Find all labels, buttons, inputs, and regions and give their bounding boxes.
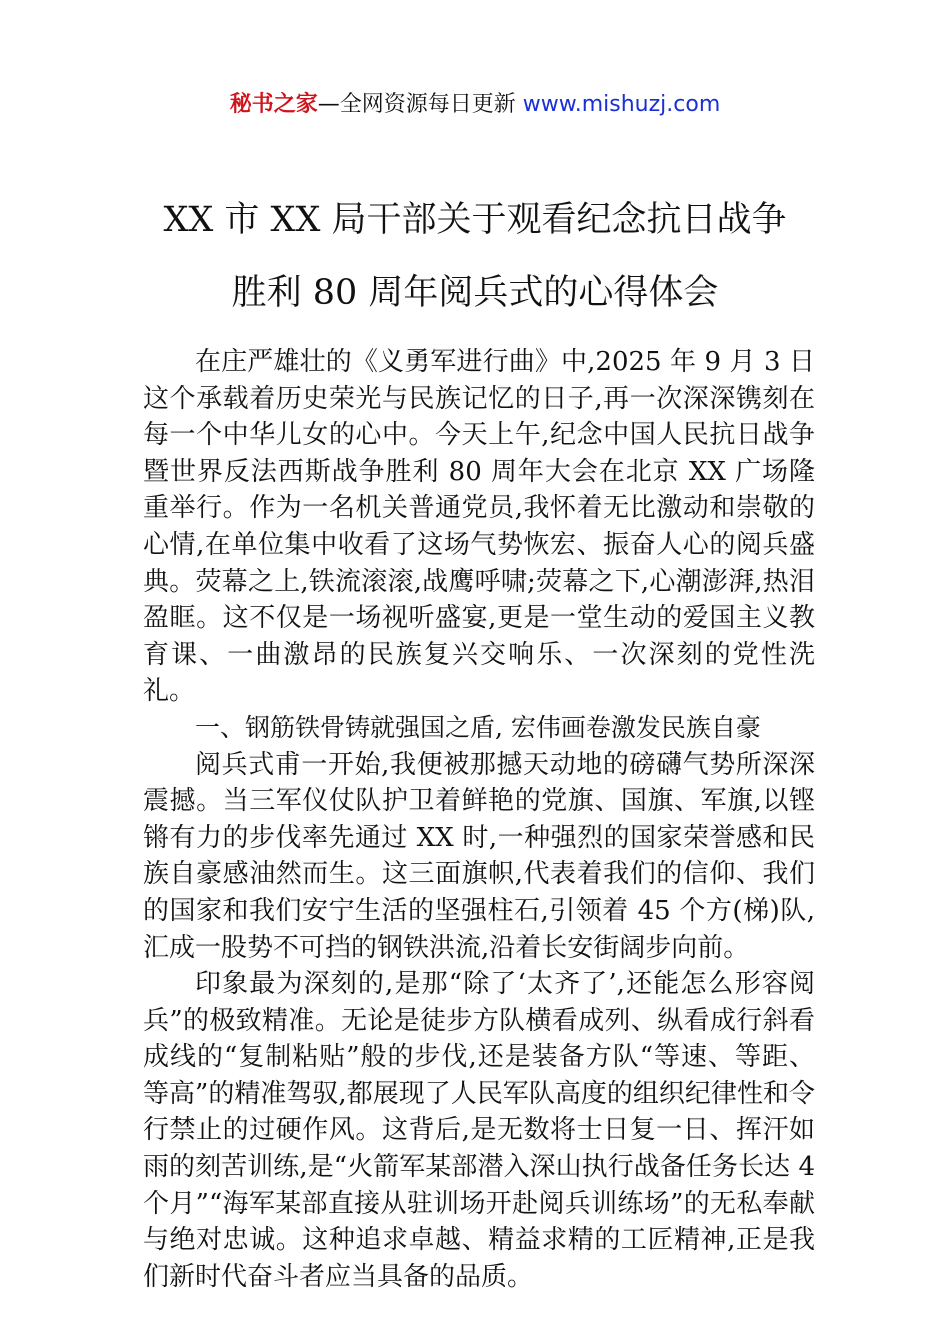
section-heading-1: 一、钢筋铁骨铸就强国之盾, 宏伟画卷激发民族自豪 [195,712,761,742]
site-brand: 秘书之家 [229,92,318,117]
document-title [0,184,950,330]
title-line-2: 胜利 80 周年阅兵式的心得体会 [231,273,719,313]
site-header [0,89,950,121]
site-tagline: —全网资源每日更新 [317,92,516,117]
paragraph-precision: 印象最为深刻的,是那“除了‘太齐了’,还能怎么形容阅兵”的极致精准。无论是徒步方队横看成列、纵看成行斜看成线的“复制粘贴”般的步伐,还是装备方队“等速、等距、等高”的精准驾驭,都展现了人民军队高度的组织纪律性和令行禁止的过硬作风。这背后,是无数将士日复一日、挥汗如雨的刻苦训练,是“火箭军某部潜入深山执行战备任务长达 4 个月”“海军某部直接从驻训场开赴阅兵训练场”的无私奉献与绝对忠诚。这种追求卓越、精益求精的工匠精神,正是我们新时代奋斗者应当具备的品质。 [143,969,815,1292]
paragraph-parade-opening: 阅兵式甫一开始,我便被那撼天动地的磅礴气势所深深震撼。当三军仪仗队护卫着鲜艳的党旗、国旗、军旗,以铿锵有力的步伐率先通过 XX 时,一种强烈的国家荣誉感和民族自豪感油然而生。这三面旗帜,代表着我们的信仰、我们的国家和我们安宁生活的坚强柱石,引领着 45 个方(梯)队,汇成一股势不可挡的钢铁洪流,沿着长安街阔步向前。 [143,749,815,963]
title-line-1: XX 市 XX 局干部关于观看纪念抗日战争 [163,200,787,240]
document-body [143,344,815,1295]
site-url-link[interactable]: www.mishuzj.com [522,92,721,117]
paragraph-intro: 在庄严雄壮的《义勇军进行曲》中,2025 年 9 月 3 日这个承载着历史荣光与民族记忆的日子,再一次深深镌刻在每一个中华儿女的心中。今天上午,纪念中国人民抗日战争暨世界反法西斯战争胜利 80 周年大会在北京 XX 广场隆重举行。作为一名机关普通党员,我怀着无比激动和崇敬的心情,在单位集中收看了这场气势恢宏、振奋人心的阅兵盛典。荧幕之上,铁流滚滚,战鹰呼啸;荧幕之下,心潮澎湃,热泪盈眶。这不仅是一场视听盛宴,更是一堂生动的爱国主义教育课、一曲激昂的民族复兴交响乐、一次深刻的党性洗礼。 [143,347,815,707]
